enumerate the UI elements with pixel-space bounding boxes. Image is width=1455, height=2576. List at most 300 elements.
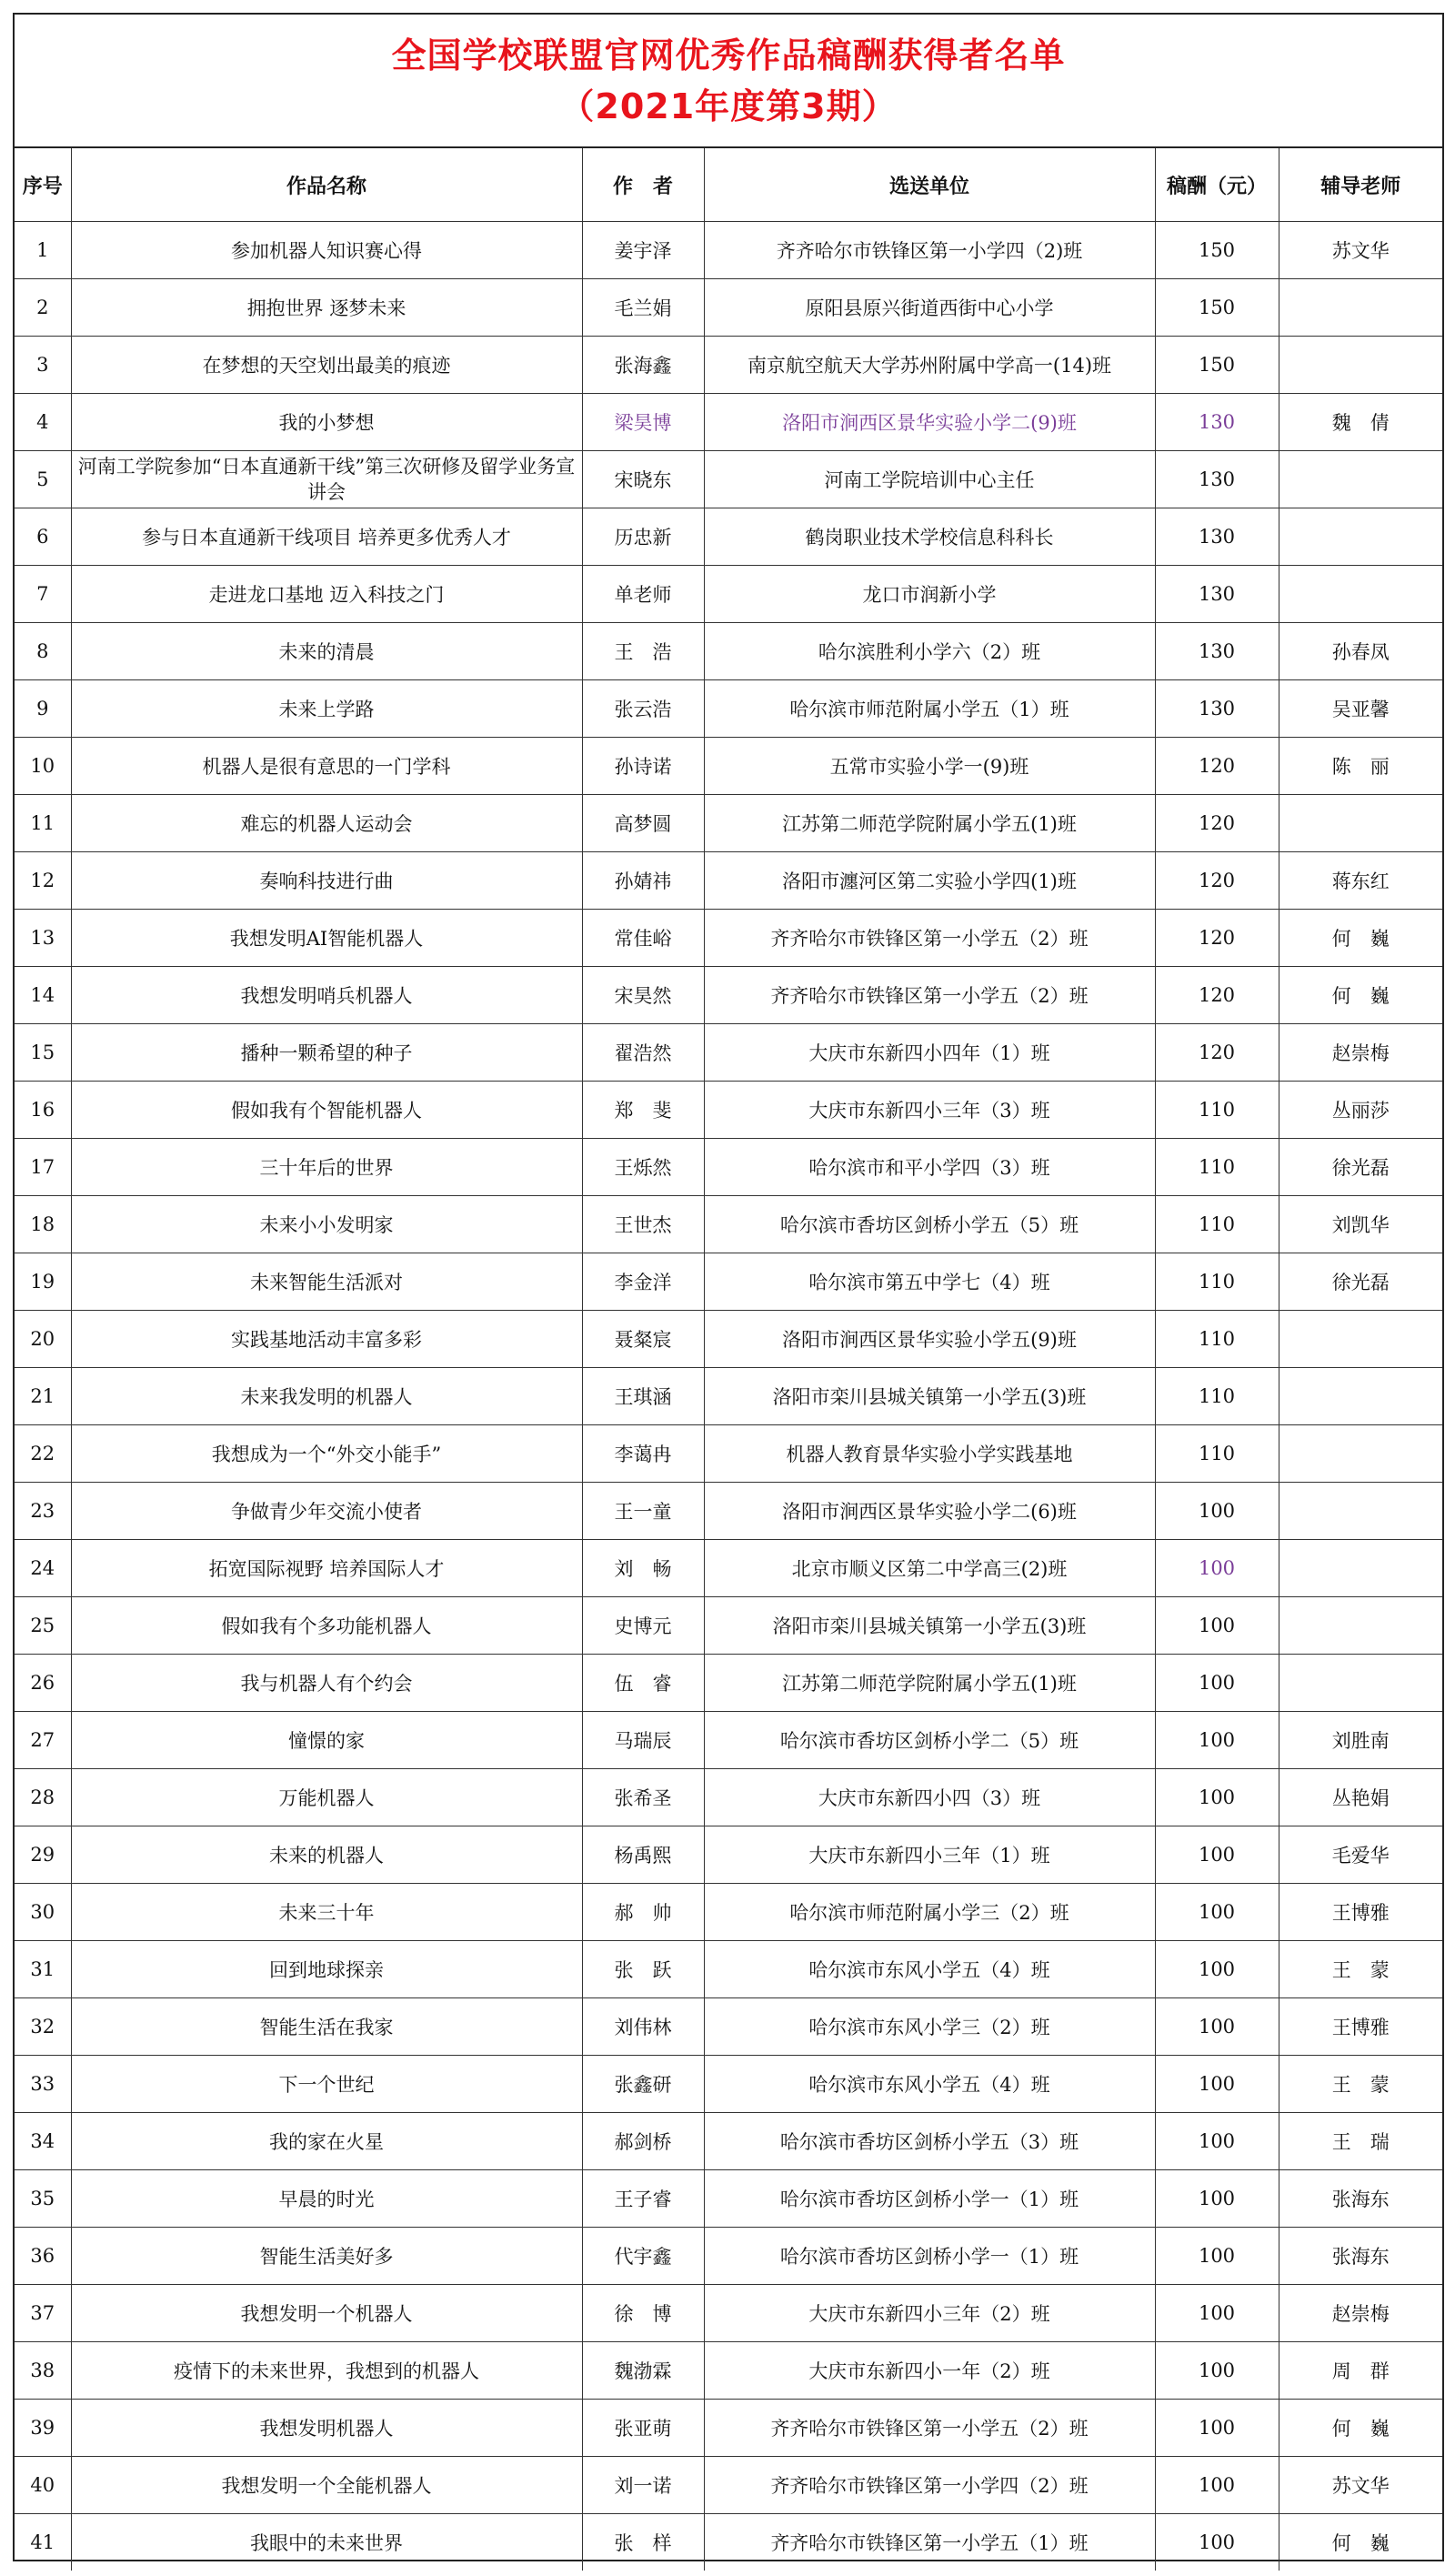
cell-fee: 120 xyxy=(1155,795,1279,852)
cell-teacher xyxy=(1279,566,1442,623)
cell-unit: 大庆市东新四小三年（1）班 xyxy=(704,1826,1155,1884)
cell-unit: 齐齐哈尔市铁锋区第一小学五（2）班 xyxy=(704,2400,1155,2457)
table-row xyxy=(15,566,1442,623)
cell-no: 38 xyxy=(15,2342,71,2400)
table-row xyxy=(15,2170,1442,2228)
cell-no: 16 xyxy=(15,1082,71,1139)
cell-work: 我想发明一个全能机器人 xyxy=(71,2457,582,2514)
cell-teacher: 何 巍 xyxy=(1279,967,1442,1024)
cell-unit: 哈尔滨市香坊区剑桥小学一（1）班 xyxy=(704,2170,1155,2228)
cell-author: 翟浩然 xyxy=(582,1024,704,1082)
cell-no: 14 xyxy=(15,967,71,1024)
cell-author: 马瑞辰 xyxy=(582,1712,704,1769)
cell-fee: 100 xyxy=(1155,2228,1279,2285)
table-row xyxy=(15,1540,1442,1597)
cell-author: 聂粲宸 xyxy=(582,1311,704,1368)
table-row xyxy=(15,222,1442,279)
cell-no: 26 xyxy=(15,1655,71,1712)
cell-fee: 100 xyxy=(1155,2457,1279,2514)
cell-author: 毛兰娟 xyxy=(582,279,704,337)
cell-teacher: 陈 丽 xyxy=(1279,738,1442,795)
cell-teacher: 赵崇梅 xyxy=(1279,1024,1442,1082)
cell-work: 万能机器人 xyxy=(71,1769,582,1826)
cell-work: 我的家在火星 xyxy=(71,2113,582,2170)
cell-no: 23 xyxy=(15,1483,71,1540)
cell-no: 31 xyxy=(15,1941,71,1998)
cell-teacher xyxy=(1279,1540,1442,1597)
cell-teacher: 孙春凤 xyxy=(1279,623,1442,680)
cell-author: 张希圣 xyxy=(582,1769,704,1826)
cell-author: 刘一诺 xyxy=(582,2457,704,2514)
cell-no: 5 xyxy=(15,451,71,508)
cell-no: 25 xyxy=(15,1597,71,1655)
cell-teacher: 丛艳娟 xyxy=(1279,1769,1442,1826)
cell-no: 12 xyxy=(15,852,71,910)
cell-work: 未来小小发明家 xyxy=(71,1196,582,1253)
table-row xyxy=(15,1368,1442,1425)
cell-no: 32 xyxy=(15,1998,71,2056)
cell-teacher: 何 巍 xyxy=(1279,910,1442,967)
table-row xyxy=(15,279,1442,337)
cell-fee: 130 xyxy=(1155,451,1279,508)
header-fee: 稿酬（元） xyxy=(1155,148,1279,222)
table-row xyxy=(15,1196,1442,1253)
table-row xyxy=(15,1253,1442,1311)
table-row xyxy=(15,451,1442,508)
cell-no: 28 xyxy=(15,1769,71,1826)
cell-fee: 120 xyxy=(1155,852,1279,910)
cell-teacher xyxy=(1279,508,1442,566)
cell-no: 6 xyxy=(15,508,71,566)
table-row xyxy=(15,1311,1442,1368)
cell-unit: 哈尔滨市东风小学三（2）班 xyxy=(704,1998,1155,2056)
cell-no: 19 xyxy=(15,1253,71,1311)
cell-fee: 120 xyxy=(1155,1024,1279,1082)
cell-author: 李金洋 xyxy=(582,1253,704,1311)
cell-work: 未来的清晨 xyxy=(71,623,582,680)
cell-no: 20 xyxy=(15,1311,71,1368)
header-work: 作品名称 xyxy=(71,148,582,222)
table-row xyxy=(15,2228,1442,2285)
cell-work: 回到地球探亲 xyxy=(71,1941,582,1998)
cell-author: 王世杰 xyxy=(582,1196,704,1253)
table-row xyxy=(15,394,1442,451)
cell-author: 张 样 xyxy=(582,2514,704,2571)
cell-unit: 齐齐哈尔市铁锋区第一小学四（2)班 xyxy=(704,222,1155,279)
cell-unit: 原阳县原兴街道西街中心小学 xyxy=(704,279,1155,337)
cell-teacher: 刘凯华 xyxy=(1279,1196,1442,1253)
cell-teacher: 何 巍 xyxy=(1279,2400,1442,2457)
cell-author: 王一童 xyxy=(582,1483,704,1540)
table-row xyxy=(15,1998,1442,2056)
table-row xyxy=(15,1712,1442,1769)
cell-author: 常佳峪 xyxy=(582,910,704,967)
cell-teacher xyxy=(1279,1311,1442,1368)
cell-work: 我的小梦想 xyxy=(71,394,582,451)
cell-unit: 哈尔滨市香坊区剑桥小学五（3）班 xyxy=(704,2113,1155,2170)
table-row xyxy=(15,1769,1442,1826)
cell-no: 17 xyxy=(15,1139,71,1196)
cell-work: 未来三十年 xyxy=(71,1884,582,1941)
cell-work: 假如我有个智能机器人 xyxy=(71,1082,582,1139)
cell-unit: 哈尔滨市香坊区剑桥小学二（5）班 xyxy=(704,1712,1155,1769)
cell-author: 历忠新 xyxy=(582,508,704,566)
cell-fee: 130 xyxy=(1155,394,1279,451)
table-row xyxy=(15,852,1442,910)
cell-teacher: 吴亚馨 xyxy=(1279,680,1442,738)
cell-author: 伍 睿 xyxy=(582,1655,704,1712)
table-row xyxy=(15,623,1442,680)
table-row xyxy=(15,2400,1442,2457)
cell-teacher: 张海东 xyxy=(1279,2228,1442,2285)
table-row xyxy=(15,2113,1442,2170)
cell-author: 王子睿 xyxy=(582,2170,704,2228)
cell-no: 11 xyxy=(15,795,71,852)
cell-unit: 大庆市东新四小四年（1）班 xyxy=(704,1024,1155,1082)
cell-author: 王琪涵 xyxy=(582,1368,704,1425)
cell-author: 姜宇泽 xyxy=(582,222,704,279)
cell-fee: 150 xyxy=(1155,222,1279,279)
cell-unit: 哈尔滨市和平小学四（3）班 xyxy=(704,1139,1155,1196)
cell-teacher: 苏文华 xyxy=(1279,2457,1442,2514)
cell-work: 未来智能生活派对 xyxy=(71,1253,582,1311)
cell-unit: 哈尔滨市香坊区剑桥小学五（5）班 xyxy=(704,1196,1155,1253)
cell-teacher: 周 群 xyxy=(1279,2342,1442,2400)
table-row xyxy=(15,1597,1442,1655)
cell-no: 13 xyxy=(15,910,71,967)
cell-fee: 100 xyxy=(1155,1998,1279,2056)
table-row xyxy=(15,910,1442,967)
cell-teacher xyxy=(1279,1368,1442,1425)
table-row xyxy=(15,2056,1442,2113)
cell-fee: 130 xyxy=(1155,623,1279,680)
cell-teacher xyxy=(1279,1425,1442,1483)
cell-teacher: 苏文华 xyxy=(1279,222,1442,279)
cell-unit: 大庆市东新四小三年（2）班 xyxy=(704,2285,1155,2342)
header-author: 作 者 xyxy=(582,148,704,222)
cell-no: 22 xyxy=(15,1425,71,1483)
cell-unit: 洛阳市涧西区景华实验小学二(9)班 xyxy=(704,394,1155,451)
cell-author: 张亚萌 xyxy=(582,2400,704,2457)
table-row xyxy=(15,738,1442,795)
cell-author: 张云浩 xyxy=(582,680,704,738)
cell-author: 郑 斐 xyxy=(582,1082,704,1139)
cell-fee: 110 xyxy=(1155,1196,1279,1253)
cell-work: 奏响科技进行曲 xyxy=(71,852,582,910)
cell-author: 张海鑫 xyxy=(582,337,704,394)
cell-unit: 哈尔滨市师范附属小学五（1）班 xyxy=(704,680,1155,738)
cell-unit: 机器人教育景华实验小学实践基地 xyxy=(704,1425,1155,1483)
cell-fee: 100 xyxy=(1155,2514,1279,2571)
cell-fee: 130 xyxy=(1155,508,1279,566)
cell-teacher: 赵崇梅 xyxy=(1279,2285,1442,2342)
cell-unit: 南京航空航天大学苏州附属中学高一(14)班 xyxy=(704,337,1155,394)
cell-unit: 哈尔滨胜利小学六（2）班 xyxy=(704,623,1155,680)
cell-work: 未来我发明的机器人 xyxy=(71,1368,582,1425)
cell-work: 拓宽国际视野 培养国际人才 xyxy=(71,1540,582,1597)
cell-fee: 110 xyxy=(1155,1139,1279,1196)
cell-author: 王 浩 xyxy=(582,623,704,680)
cell-teacher: 何 巍 xyxy=(1279,2514,1442,2571)
cell-work: 难忘的机器人运动会 xyxy=(71,795,582,852)
cell-unit: 洛阳市瀍河区第二实验小学四(1)班 xyxy=(704,852,1155,910)
cell-work: 疫情下的未来世界，我想到的机器人 xyxy=(71,2342,582,2400)
cell-fee: 100 xyxy=(1155,1655,1279,1712)
cell-no: 36 xyxy=(15,2228,71,2285)
cell-teacher xyxy=(1279,279,1442,337)
cell-no: 29 xyxy=(15,1826,71,1884)
cell-unit: 哈尔滨市师范附属小学三（2）班 xyxy=(704,1884,1155,1941)
cell-unit: 大庆市东新四小三年（3）班 xyxy=(704,1082,1155,1139)
cell-unit: 河南工学院培训中心主任 xyxy=(704,451,1155,508)
table-row xyxy=(15,680,1442,738)
cell-author: 刘伟林 xyxy=(582,1998,704,2056)
cell-teacher: 毛爱华 xyxy=(1279,1826,1442,1884)
cell-no: 35 xyxy=(15,2170,71,2228)
cell-no: 30 xyxy=(15,1884,71,1941)
cell-unit: 洛阳市涧西区景华实验小学二(6)班 xyxy=(704,1483,1155,1540)
cell-no: 34 xyxy=(15,2113,71,2170)
cell-teacher xyxy=(1279,795,1442,852)
cell-no: 40 xyxy=(15,2457,71,2514)
cell-teacher: 王 瑞 xyxy=(1279,2113,1442,2170)
cell-fee: 100 xyxy=(1155,1540,1279,1597)
cell-author: 张 跃 xyxy=(582,1941,704,1998)
cell-fee: 100 xyxy=(1155,2342,1279,2400)
cell-unit: 江苏第二师范学院附属小学五(1)班 xyxy=(704,795,1155,852)
cell-fee: 110 xyxy=(1155,1425,1279,1483)
table-row xyxy=(15,2514,1442,2571)
cell-no: 4 xyxy=(15,394,71,451)
header-teacher: 辅导老师 xyxy=(1279,148,1442,222)
cell-work: 实践基地活动丰富多彩 xyxy=(71,1311,582,1368)
cell-no: 21 xyxy=(15,1368,71,1425)
cell-fee: 120 xyxy=(1155,738,1279,795)
cell-fee: 100 xyxy=(1155,1826,1279,1884)
cell-no: 27 xyxy=(15,1712,71,1769)
cell-work: 三十年后的世界 xyxy=(71,1139,582,1196)
cell-fee: 120 xyxy=(1155,967,1279,1024)
cell-teacher xyxy=(1279,451,1442,508)
table-row xyxy=(15,1139,1442,1196)
cell-no: 3 xyxy=(15,337,71,394)
table-row xyxy=(15,1884,1442,1941)
cell-fee: 100 xyxy=(1155,2285,1279,2342)
cell-no: 39 xyxy=(15,2400,71,2457)
cell-unit: 洛阳市栾川县城关镇第一小学五(3)班 xyxy=(704,1597,1155,1655)
cell-author: 魏渤霖 xyxy=(582,2342,704,2400)
header-unit: 选送单位 xyxy=(704,148,1155,222)
cell-work: 我与机器人有个约会 xyxy=(71,1655,582,1712)
cell-no: 2 xyxy=(15,279,71,337)
cell-unit: 齐齐哈尔市铁锋区第一小学四（2）班 xyxy=(704,2457,1155,2514)
cell-work: 在梦想的天空划出最美的痕迹 xyxy=(71,337,582,394)
cell-fee: 130 xyxy=(1155,566,1279,623)
table-row xyxy=(15,337,1442,394)
cell-work: 未来的机器人 xyxy=(71,1826,582,1884)
cell-author: 王烁然 xyxy=(582,1139,704,1196)
cell-fee: 110 xyxy=(1155,1311,1279,1368)
cell-work: 假如我有个多功能机器人 xyxy=(71,1597,582,1655)
cell-fee: 120 xyxy=(1155,910,1279,967)
cell-unit: 齐齐哈尔市铁锋区第一小学五（2）班 xyxy=(704,967,1155,1024)
cell-teacher xyxy=(1279,337,1442,394)
cell-work: 参与日本直通新干线项目 培养更多优秀人才 xyxy=(71,508,582,566)
cell-work: 我想成为一个“外交小能手” xyxy=(71,1425,582,1483)
cell-author: 刘 畅 xyxy=(582,1540,704,1597)
cell-work: 智能生活美好多 xyxy=(71,2228,582,2285)
table-row xyxy=(15,1024,1442,1082)
cell-teacher: 王博雅 xyxy=(1279,1998,1442,2056)
cell-no: 7 xyxy=(15,566,71,623)
table-row xyxy=(15,508,1442,566)
cell-unit: 鹤岗职业技术学校信息科科长 xyxy=(704,508,1155,566)
table-row xyxy=(15,1826,1442,1884)
cell-no: 37 xyxy=(15,2285,71,2342)
cell-unit: 哈尔滨市香坊区剑桥小学一（1）班 xyxy=(704,2228,1155,2285)
cell-teacher: 徐光磊 xyxy=(1279,1139,1442,1196)
table-row xyxy=(15,1655,1442,1712)
cell-fee: 100 xyxy=(1155,1483,1279,1540)
cell-no: 24 xyxy=(15,1540,71,1597)
cell-fee: 150 xyxy=(1155,337,1279,394)
cell-fee: 150 xyxy=(1155,279,1279,337)
cell-author: 郝 帅 xyxy=(582,1884,704,1941)
cell-work: 拥抱世界 逐梦未来 xyxy=(71,279,582,337)
cell-unit: 五常市实验小学一(9)班 xyxy=(704,738,1155,795)
cell-author: 张鑫研 xyxy=(582,2056,704,2113)
header-no: 序号 xyxy=(15,148,71,222)
cell-teacher xyxy=(1279,1655,1442,1712)
cell-author: 郝剑桥 xyxy=(582,2113,704,2170)
cell-author: 高梦圆 xyxy=(582,795,704,852)
header-row xyxy=(15,148,1442,222)
page-title: 全国学校联盟官网优秀作品稿酬获得者名单 xyxy=(391,35,1066,75)
cell-author: 宋晓东 xyxy=(582,451,704,508)
cell-work: 早晨的时光 xyxy=(71,2170,582,2228)
cell-work: 河南工学院参加“日本直通新干线”第三次研修及留学业务宣讲会 xyxy=(71,451,582,508)
cell-no: 18 xyxy=(15,1196,71,1253)
cell-fee: 100 xyxy=(1155,1941,1279,1998)
cell-work: 机器人是很有意思的一门学科 xyxy=(71,738,582,795)
cell-unit: 哈尔滨市东风小学五（4）班 xyxy=(704,1941,1155,1998)
cell-work: 下一个世纪 xyxy=(71,2056,582,2113)
cell-unit: 大庆市东新四小一年（2）班 xyxy=(704,2342,1155,2400)
cell-fee: 130 xyxy=(1155,680,1279,738)
cell-fee: 100 xyxy=(1155,2170,1279,2228)
cell-fee: 110 xyxy=(1155,1253,1279,1311)
award-table xyxy=(15,148,1442,2571)
cell-work: 未来上学路 xyxy=(71,680,582,738)
table-row xyxy=(15,1425,1442,1483)
table-row xyxy=(15,1082,1442,1139)
cell-fee: 100 xyxy=(1155,1769,1279,1826)
award-sheet xyxy=(13,13,1444,2561)
cell-author: 单老师 xyxy=(582,566,704,623)
table-row xyxy=(15,1483,1442,1540)
page-subtitle: （2021年度第3期） xyxy=(559,86,898,126)
title-block xyxy=(15,15,1442,148)
cell-teacher: 丛丽莎 xyxy=(1279,1082,1442,1139)
table-body xyxy=(15,222,1442,2571)
cell-author: 徐 博 xyxy=(582,2285,704,2342)
cell-teacher: 王 蒙 xyxy=(1279,1941,1442,1998)
cell-work: 我想发明一个机器人 xyxy=(71,2285,582,2342)
cell-no: 9 xyxy=(15,680,71,738)
cell-teacher: 张海东 xyxy=(1279,2170,1442,2228)
cell-teacher xyxy=(1279,1597,1442,1655)
table-row xyxy=(15,2457,1442,2514)
cell-teacher: 蒋东红 xyxy=(1279,852,1442,910)
table-row xyxy=(15,1941,1442,1998)
cell-unit: 洛阳市栾川县城关镇第一小学五(3)班 xyxy=(704,1368,1155,1425)
cell-teacher: 魏 倩 xyxy=(1279,394,1442,451)
cell-no: 41 xyxy=(15,2514,71,2571)
cell-unit: 洛阳市涧西区景华实验小学五(9)班 xyxy=(704,1311,1155,1368)
cell-author: 杨禹熙 xyxy=(582,1826,704,1884)
cell-fee: 100 xyxy=(1155,2113,1279,2170)
cell-fee: 100 xyxy=(1155,1884,1279,1941)
cell-work: 我想发明机器人 xyxy=(71,2400,582,2457)
cell-fee: 110 xyxy=(1155,1368,1279,1425)
cell-unit: 北京市顺义区第二中学高三(2)班 xyxy=(704,1540,1155,1597)
cell-teacher: 王 蒙 xyxy=(1279,2056,1442,2113)
table-row xyxy=(15,967,1442,1024)
cell-author: 宋昊然 xyxy=(582,967,704,1024)
cell-work: 我想发明AI智能机器人 xyxy=(71,910,582,967)
cell-fee: 110 xyxy=(1155,1082,1279,1139)
cell-no: 15 xyxy=(15,1024,71,1082)
cell-teacher: 刘胜南 xyxy=(1279,1712,1442,1769)
cell-author: 孙婧祎 xyxy=(582,852,704,910)
table-row xyxy=(15,2342,1442,2400)
cell-author: 代宇鑫 xyxy=(582,2228,704,2285)
cell-unit: 大庆市东新四小四（3）班 xyxy=(704,1769,1155,1826)
cell-teacher xyxy=(1279,1483,1442,1540)
cell-teacher: 王博雅 xyxy=(1279,1884,1442,1941)
cell-fee: 100 xyxy=(1155,1597,1279,1655)
cell-no: 8 xyxy=(15,623,71,680)
cell-unit: 江苏第二师范学院附属小学五(1)班 xyxy=(704,1655,1155,1712)
cell-no: 1 xyxy=(15,222,71,279)
cell-unit: 齐齐哈尔市铁锋区第一小学五（2）班 xyxy=(704,910,1155,967)
cell-no: 33 xyxy=(15,2056,71,2113)
cell-work: 我想发明哨兵机器人 xyxy=(71,967,582,1024)
cell-teacher: 徐光磊 xyxy=(1279,1253,1442,1311)
cell-unit: 哈尔滨市第五中学七（4）班 xyxy=(704,1253,1155,1311)
cell-unit: 齐齐哈尔市铁锋区第一小学五（1）班 xyxy=(704,2514,1155,2571)
cell-no: 10 xyxy=(15,738,71,795)
cell-work: 憧憬的家 xyxy=(71,1712,582,1769)
cell-unit: 龙口市润新小学 xyxy=(704,566,1155,623)
cell-fee: 100 xyxy=(1155,2400,1279,2457)
cell-work: 参加机器人知识赛心得 xyxy=(71,222,582,279)
table-row xyxy=(15,795,1442,852)
cell-work: 走进龙口基地 迈入科技之门 xyxy=(71,566,582,623)
cell-work: 我眼中的未来世界 xyxy=(71,2514,582,2571)
cell-work: 争做青少年交流小使者 xyxy=(71,1483,582,1540)
cell-unit: 哈尔滨市东风小学五（4）班 xyxy=(704,2056,1155,2113)
cell-author: 李蔼冉 xyxy=(582,1425,704,1483)
cell-author: 史博元 xyxy=(582,1597,704,1655)
cell-work: 播种一颗希望的种子 xyxy=(71,1024,582,1082)
cell-fee: 100 xyxy=(1155,2056,1279,2113)
table-row xyxy=(15,2285,1442,2342)
cell-fee: 100 xyxy=(1155,1712,1279,1769)
cell-work: 智能生活在我家 xyxy=(71,1998,582,2056)
cell-author: 梁昊博 xyxy=(582,394,704,451)
cell-author: 孙诗诺 xyxy=(582,738,704,795)
